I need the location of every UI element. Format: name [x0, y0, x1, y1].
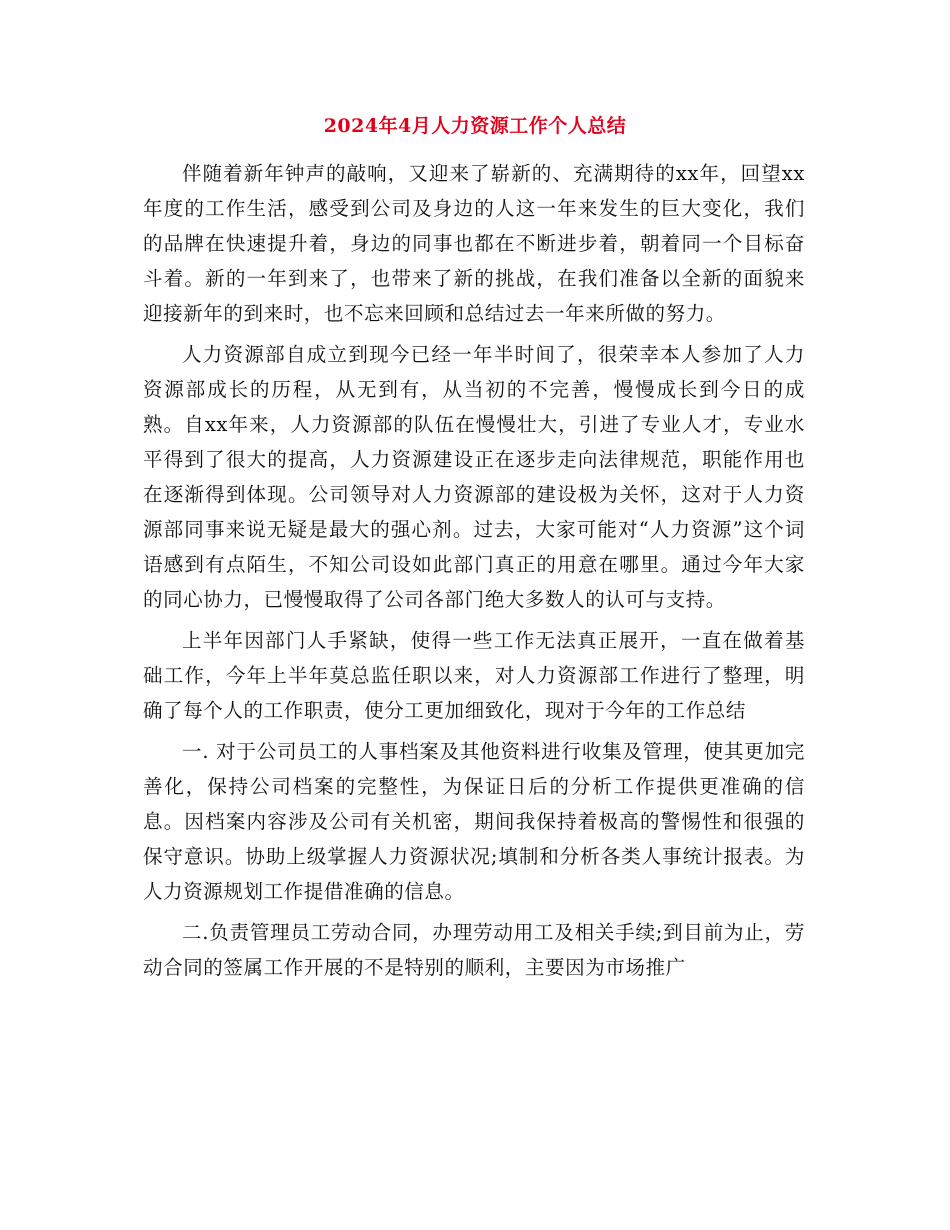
paragraph: 二.负责管理员工劳动合同，办理劳动用工及相关手续;到目前为止，劳动合同的签属工作开展的不是特别的顺利，主要因为市场推广: [143, 921, 805, 979]
paragraph: 伴随着新年钟声的敲响，又迎来了崭新的、充满期待的xx年，回望xx年度的工作生活，感受到公司及身边的人这一年来发生的巨大变化，我们的品牌在快速提升着，身边的同事也都在不断进步着，朝着同一个目标奋斗着。新的一年到来了，也带来了新的挑战，在我们准备以全新的面貌来迎接新年的到来时，也不忘来回顾和总结过去一年来所做的努力。: [143, 162, 805, 325]
paragraph: 上半年因部门人手紧缺，使得一些工作无法真正展开，一直在做着基础工作，今年上半年莫总监任职以来，对人力资源部工作进行了整理，明确了每个人的工作职责，使分工更加细致化，现对于今年的工作总结: [143, 629, 805, 722]
paragraph: 人力资源部自成立到现今已经一年半时间了，很荣幸本人参加了人力资源部成长的历程，从无到有，从当初的不完善，慢慢成长到今日的成熟。自xx年来，人力资源部的队伍在慢慢壮大，引进了专业人才，专业水平得到了很大的提高，人力资源建设正在逐步走向法律规范，职能作用也在逐渐得到体现。公司领导对人力资源部的建设极为关怀，这对于人力资源部同事来说无疑是最大的强心剂。过去，大家可能对“人力资源”这个词语感到有点陌生，不知公司设如此部门真正的用意在哪里。通过今年大家的同心协力，已慢慢取得了公司各部门绝大多数人的认可与支持。: [143, 343, 805, 611]
document-title: 2024年4月人力资源工作个人总结: [323, 115, 627, 137]
document-body: [143, 156, 805, 991]
paragraph: 一. 对于公司员工的人事档案及其他资料进行收集及管理，使其更加完善化，保持公司档案的完整性，为保证日后的分析工作提供更准确的信息。因档案内容涉及公司有关机密，期间我保持着极高的警惕性和很强的保守意识。协助上级掌握人力资源状况;填制和分析各类人事统计报表。为人力资源规划工作提借准确的信息。: [143, 740, 805, 903]
